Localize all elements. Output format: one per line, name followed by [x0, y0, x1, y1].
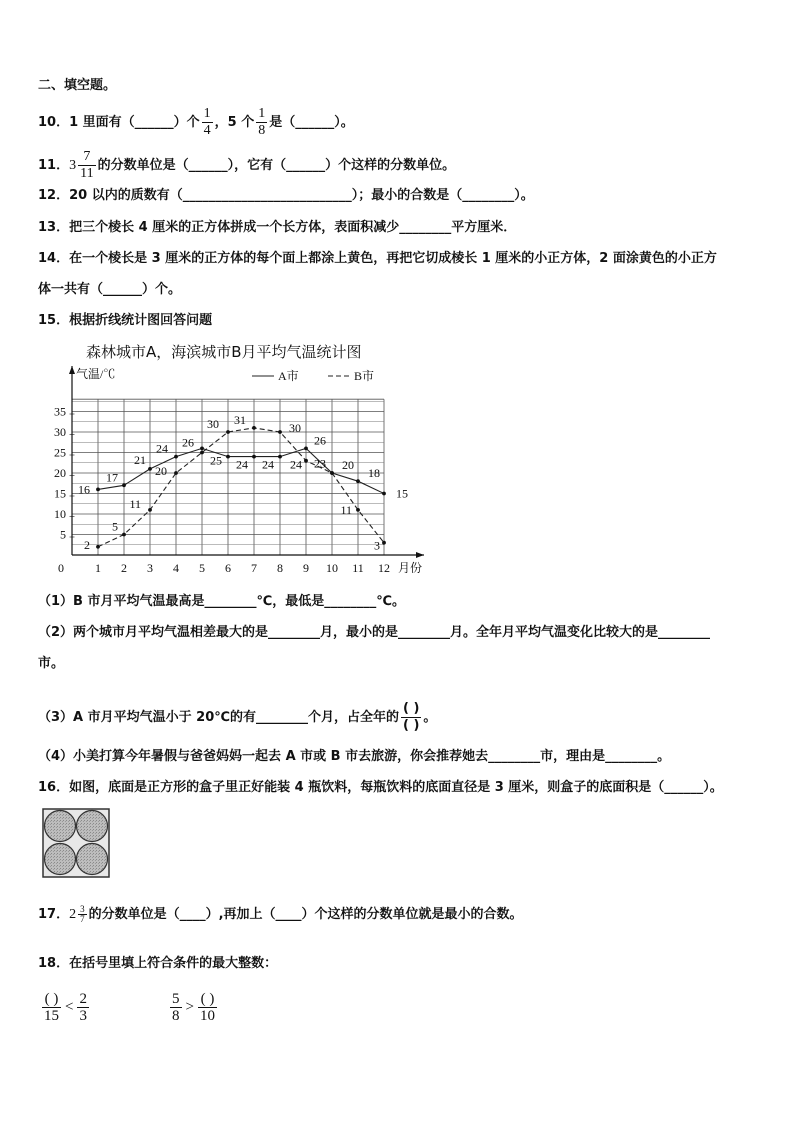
q11-text-a: 11． — [38, 158, 70, 173]
data-label: 18 — [368, 466, 380, 481]
data-label: 16 — [78, 482, 90, 497]
ineq2-left-fraction: $\frac{5}{8}$ — [172, 991, 180, 1024]
question-15-4: （4）小美打算今年暑假与爸爸妈妈一起去 A 市或 B 市去旅游，你会推荐她去________市，理由是________。 — [38, 749, 671, 764]
y-tick-label: 25 — [54, 445, 66, 460]
data-label: 30 — [207, 417, 219, 431]
q11-whole: 3 — [69, 157, 77, 173]
data-label: 26 — [182, 435, 194, 450]
data-point — [356, 479, 360, 483]
question-14-line-2: 体一共有（______）个。 — [38, 282, 182, 297]
data-label: 31 — [234, 412, 246, 427]
question-17 — [38, 905, 523, 924]
x-tick-label: 1 — [95, 561, 101, 575]
q15-3-text-a: （3）A 市月平均气温小于 20℃的有________个月，占全年的 — [38, 710, 399, 725]
ineq2-operator: > — [185, 999, 194, 1015]
data-point — [96, 488, 100, 492]
ineq1-right-fraction: $\frac{2}{3}$ — [79, 991, 87, 1024]
question-16: 16．如图，底面是正方形的盒子里正好能装 4 瓶饮料，每瓶饮料的底面直径是 3 厘米，则盒子的底面积是（______）。 — [38, 780, 723, 795]
data-point — [252, 426, 256, 430]
data-label: 30 — [289, 421, 301, 435]
x-tick-label: 10 — [326, 561, 338, 575]
question-15-2-line-2: 市。 — [38, 656, 65, 671]
ineq1-operator: < — [65, 999, 74, 1015]
bottle-circle — [77, 844, 108, 875]
ineq2-right-fraction: $\frac{( )}{10}$ — [199, 991, 215, 1024]
x-tick-label: 7 — [251, 561, 257, 575]
section-title: 二、填空题。 — [38, 78, 117, 93]
data-label: 21 — [134, 452, 146, 467]
data-point — [356, 508, 360, 512]
data-point — [382, 492, 386, 496]
chart-labels — [54, 366, 422, 575]
y-tick-label: 30 — [54, 425, 66, 439]
x-tick-label: 8 — [277, 561, 283, 575]
y-tick-label: 35 — [54, 404, 66, 419]
data-label: 24 — [262, 457, 274, 472]
q10-fraction-1: $\frac{1}{4}$ — [203, 106, 211, 138]
data-point — [174, 471, 178, 475]
q17-text-b: 的分数单位是（____）,再加上（____）个这样的分数单位就是最小的合数。 — [88, 907, 523, 922]
x-tick-label: 2 — [121, 561, 127, 575]
data-label: 26 — [314, 433, 326, 448]
data-label: 24 — [156, 441, 168, 456]
y-tick-label: 20 — [54, 466, 66, 480]
q15-3-text-b: 。 — [423, 710, 437, 725]
chart-legend — [252, 369, 374, 383]
data-label: 24 — [290, 457, 302, 472]
question-13: 13．把三个棱长 4 厘米的正方体拼成一个长方体，表面积减少________平方厘米． — [38, 220, 517, 235]
data-point — [304, 447, 308, 451]
chart-title: 森林城市A，海滨城市B月平均气温统计图 — [86, 343, 362, 361]
q17-text-a: 17． — [38, 907, 70, 922]
data-label: 24 — [236, 457, 248, 472]
data-label: 11 — [340, 502, 352, 517]
q17-fraction: $\frac{3}{7}$ — [80, 904, 85, 924]
question-15: 15．根据折线统计图回答问题 — [38, 313, 213, 328]
y-tick-label: 10 — [54, 507, 66, 521]
data-point — [382, 541, 386, 545]
data-point — [122, 533, 126, 537]
x-tick-label: 9 — [303, 561, 309, 575]
data-point — [96, 545, 100, 549]
data-label: 23 — [314, 456, 326, 471]
data-label: 17 — [106, 470, 118, 485]
data-point — [122, 483, 126, 487]
data-label: 25 — [210, 453, 222, 468]
x-axis-label: 月份 — [398, 561, 423, 575]
data-point — [278, 430, 282, 434]
q10-text-a: 10．1 里面有（______）个 — [38, 115, 200, 130]
series-line-b — [98, 428, 384, 547]
q10-fraction-2: $\frac{1}{8}$ — [258, 106, 266, 138]
x-tick-label: 6 — [225, 561, 231, 575]
data-point — [304, 459, 308, 463]
data-point — [148, 508, 152, 512]
bottle-circle — [45, 811, 76, 842]
data-point — [252, 455, 256, 459]
y-tick-label: 15 — [54, 486, 66, 501]
bottle-circle — [45, 844, 76, 875]
question-18: 18．在括号里填上符合条件的最大整数： — [38, 956, 278, 971]
data-point — [148, 467, 152, 471]
line-chart — [30, 362, 450, 588]
question-15-3 — [38, 701, 436, 734]
data-point — [278, 455, 282, 459]
question-15-1: （1）B 市月平均气温最高是________℃，最低是________℃。 — [38, 594, 405, 609]
x-tick-label: 4 — [173, 561, 179, 575]
y-tick-label: 5 — [60, 527, 66, 542]
question-14-line-1: 14．在一个棱长是 3 厘米的正方体的每个面上都涂上黄色，再把它切成棱长 1 厘米的小正方体，2 面涂黄色的小正方 — [38, 251, 717, 266]
data-point — [174, 455, 178, 459]
data-label: 15 — [396, 486, 408, 501]
data-label: 20 — [155, 464, 167, 478]
inequality-1 — [40, 991, 91, 1024]
x-tick-label: 12 — [378, 561, 390, 575]
q10-text-c: 是（______）。 — [269, 115, 354, 130]
question-15-2-line-1: （2）两个城市月平均气温相差最大的是________月，最小的是________月。全年月平均气温变化比较大的是________ — [38, 625, 711, 640]
question-12: 12．20 以内的质数有（__________________________）；最小的合数是（________）。 — [38, 188, 534, 203]
data-label: 11 — [129, 496, 141, 511]
data-point — [226, 455, 230, 459]
data-point — [200, 451, 204, 455]
data-point — [330, 471, 334, 475]
data-label: 5 — [112, 519, 118, 534]
box-four-bottles-figure — [42, 808, 110, 878]
inequality-2 — [168, 991, 219, 1024]
q11-fraction: $\frac{7}{11}$ — [80, 149, 94, 181]
q10-text-b: ，5 个 — [214, 115, 255, 130]
chart-series — [96, 426, 386, 549]
data-label: 3 — [374, 538, 380, 553]
y-axis-label: 气温/℃ — [76, 367, 116, 381]
x-tick-label: 5 — [199, 561, 205, 575]
question-10 — [38, 106, 354, 139]
ineq1-left-fraction: $\frac{( )}{15}$ — [44, 991, 59, 1024]
legend-label-b: B市 — [354, 369, 375, 383]
x-tick-label: 3 — [147, 561, 153, 575]
x-tick-label: 11 — [352, 561, 364, 575]
q11-text-b: 的分数单位是（______），它有（______）个这样的分数单位。 — [97, 158, 456, 173]
data-point — [200, 447, 204, 451]
x-axis-arrow — [416, 552, 424, 558]
legend-label-a: A市 — [278, 369, 299, 383]
data-label: 20 — [342, 458, 354, 472]
data-point — [226, 430, 230, 434]
y-axis-arrow — [69, 366, 75, 374]
origin-label: 0 — [58, 561, 64, 575]
data-label: 2 — [84, 537, 90, 552]
bottle-circle — [77, 811, 108, 842]
q15-3-fraction: $\frac{( )}{( )}$ — [403, 701, 420, 733]
q17-whole: 2 — [69, 906, 77, 922]
question-11 — [38, 149, 455, 182]
